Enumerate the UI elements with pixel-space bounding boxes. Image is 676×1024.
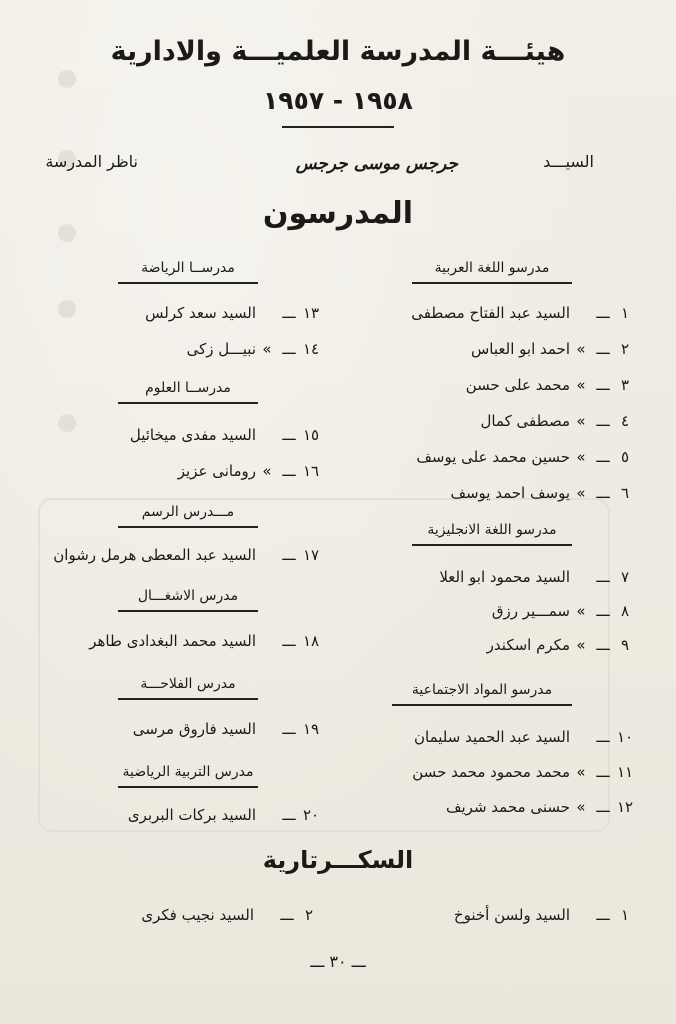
section-underline [118, 786, 258, 788]
list-item [416, 448, 636, 466]
item-number: ٣ [620, 376, 630, 394]
secretariat-heading: السكـــرتارية [262, 846, 414, 874]
section-underline [412, 544, 572, 546]
item-number: ٤ [620, 412, 630, 430]
principal-label: السيـــد [543, 152, 594, 171]
section-heading-english [412, 522, 572, 546]
section-heading-pe [118, 764, 258, 788]
show-through-mark [58, 300, 76, 318]
teachers-heading: المدرسون [262, 196, 414, 231]
page-number: ـــ ٣٠ ـــ [310, 952, 366, 971]
list-item [53, 546, 322, 564]
item-number: ٥ [620, 448, 630, 466]
item-number: ١٧ [302, 546, 320, 564]
list-item [412, 763, 636, 781]
list-item [187, 340, 322, 358]
item-dash: ـــ [596, 568, 610, 586]
item-name: احمد ابو العباس [471, 340, 570, 358]
list-item [130, 426, 322, 444]
item-name: السيد عبد المعطى هرمل رشوان [53, 546, 256, 564]
section-heading-science [118, 380, 258, 404]
list-item [411, 304, 636, 322]
item-dash: ـــ [280, 906, 294, 924]
list-item [141, 906, 320, 924]
ditto-mark: » [576, 602, 586, 620]
item-name: محمد على حسن [465, 376, 570, 394]
section-heading-text: مـــدرس الرسم [141, 504, 235, 520]
section-heading-text: مدرس الاشغـــال [137, 588, 239, 604]
section-heading-arabic [412, 260, 572, 284]
ditto-mark: » [576, 412, 586, 430]
ditto-mark: » [576, 448, 586, 466]
section-heading-text: مدرسو المواد الاجتماعية [411, 682, 553, 698]
ditto-mark: » [576, 376, 586, 394]
item-dash: ـــ [282, 806, 296, 824]
item-name: السيد عبد الفتاح مصطفى [411, 304, 570, 322]
item-number: ٩ [620, 636, 630, 654]
item-number: ١٢ [616, 798, 634, 816]
item-dash: ـــ [596, 763, 610, 781]
item-number: ٦ [620, 484, 630, 502]
section-underline [118, 402, 258, 404]
section-underline [118, 282, 258, 284]
item-number: ٢ [304, 906, 314, 924]
ditto-mark: » [576, 340, 586, 358]
item-dash: ـــ [282, 426, 296, 444]
item-dash: ـــ [282, 720, 296, 738]
item-name: السيد فاروق مرسى [132, 720, 256, 738]
item-dash: ـــ [596, 340, 610, 358]
item-name: سمـــير رزق [491, 602, 570, 620]
section-heading-agriculture [118, 676, 258, 700]
item-name: السيد بركات البربرى [127, 806, 256, 824]
item-name: السيد ولسن أخنوخ [453, 906, 570, 924]
list-item [450, 484, 636, 502]
item-number: ١٩ [302, 720, 320, 738]
item-dash: ـــ [282, 340, 296, 358]
list-item [466, 376, 636, 394]
list-item [145, 304, 322, 322]
document-title: هيئـــة المدرسة العلميـــة والادارية [110, 36, 566, 67]
principal-title: ناظر المدرسة [45, 152, 138, 171]
item-number: ١١ [616, 763, 634, 781]
item-dash: ـــ [282, 462, 296, 480]
list-item [89, 632, 322, 650]
item-name: يوسف احمد يوسف [450, 484, 570, 502]
section-heading-math [118, 260, 258, 284]
item-name: مكرم اسكندر [486, 636, 570, 654]
list-item [178, 462, 322, 480]
item-number: ١٠ [616, 728, 634, 746]
item-dash: ـــ [596, 602, 610, 620]
item-dash: ـــ [596, 304, 610, 322]
section-underline [118, 698, 258, 700]
item-number: ٧ [620, 568, 630, 586]
list-item [454, 906, 636, 924]
item-name: رومانى عزيز [177, 462, 256, 480]
item-name: السيد نجيب فكرى [141, 906, 254, 924]
list-item [492, 602, 636, 620]
ditto-mark: » [576, 798, 586, 816]
principal-name: جرجس موسى جرجس [295, 154, 458, 174]
section-heading-text: مدرسو اللغة الانجليزية [427, 522, 557, 538]
ditto-mark: » [262, 462, 272, 480]
section-heading-text: مدرســا الرياضة [141, 260, 235, 276]
section-heading-crafts [118, 588, 258, 612]
item-dash: ـــ [596, 448, 610, 466]
item-dash: ـــ [596, 376, 610, 394]
list-item [439, 568, 636, 586]
section-heading-drawing [118, 504, 258, 528]
list-item [133, 720, 322, 738]
section-heading-text: مدرســا العلوم [145, 380, 231, 396]
section-underline [118, 526, 258, 528]
item-dash: ـــ [596, 412, 610, 430]
item-number: ١٣ [302, 304, 320, 322]
list-item [414, 728, 636, 746]
item-number: ٢٠ [302, 806, 320, 824]
ditto-mark: » [262, 340, 272, 358]
item-number: ١٨ [302, 632, 320, 650]
item-number: ١ [620, 906, 630, 924]
item-dash: ـــ [282, 304, 296, 322]
section-underline [118, 610, 258, 612]
item-dash: ـــ [282, 632, 296, 650]
list-item [481, 412, 637, 430]
item-name: السيد محمد البغدادى طاهر [89, 632, 256, 650]
section-underline [392, 704, 572, 706]
item-dash: ـــ [596, 798, 610, 816]
section-underline [412, 282, 572, 284]
show-through-mark [58, 414, 76, 432]
list-item [487, 636, 636, 654]
item-name: السيد عبد الحميد سليمان [414, 728, 570, 746]
item-dash: ـــ [596, 906, 610, 924]
item-name: السيد سعد كرلس [145, 304, 256, 322]
section-heading-text: مدرس التربية الرياضية [122, 764, 254, 780]
list-item [471, 340, 636, 358]
ditto-mark: » [576, 636, 586, 654]
item-number: ١٦ [302, 462, 320, 480]
item-number: ٢ [620, 340, 630, 358]
item-name: محمد محمود محمد حسن [412, 763, 570, 781]
year-underline [282, 126, 394, 128]
list-item [446, 798, 636, 816]
section-heading-social [392, 682, 572, 706]
item-name: السيد محمود ابو العلا [439, 568, 570, 586]
item-name: حسين محمد على يوسف [416, 448, 570, 466]
section-heading-text: مدرسو اللغة العربية [434, 260, 550, 276]
section-heading-text: مدرس الفلاحـــة [140, 676, 236, 692]
item-number: ٨ [620, 602, 630, 620]
item-dash: ـــ [596, 484, 610, 502]
ditto-mark: » [576, 484, 586, 502]
item-number: ١٤ [302, 340, 320, 358]
list-item [128, 806, 322, 824]
item-name: مصطفى كمال [480, 412, 570, 430]
item-number: ١٥ [302, 426, 320, 444]
item-name: حسنى محمد شريف [445, 798, 570, 816]
item-dash: ـــ [596, 636, 610, 654]
ditto-mark: » [576, 763, 586, 781]
item-number: ١ [620, 304, 630, 322]
item-name: السيد مفدى ميخائيل [129, 426, 256, 444]
item-dash: ـــ [282, 546, 296, 564]
academic-year: ١٩٥٨ - ١٩٥٧ [263, 86, 413, 115]
item-name: نبيـــل زكى [186, 340, 256, 358]
item-dash: ـــ [596, 728, 610, 746]
